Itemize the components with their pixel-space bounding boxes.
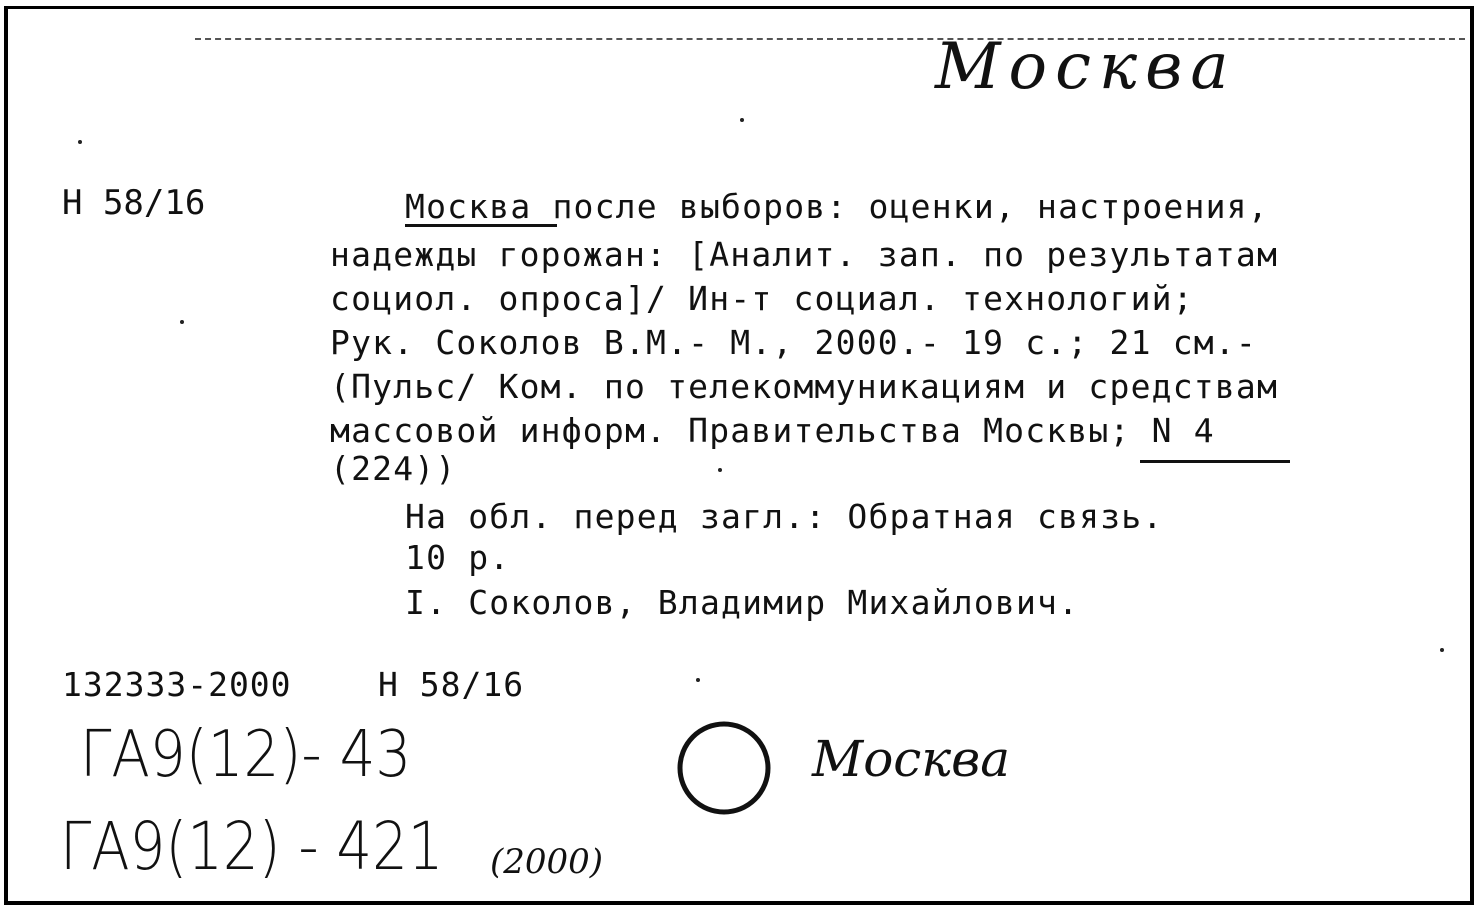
note-line-3: I. Соколов, Владимир Михайлович. [405, 583, 1080, 622]
handwritten-year: (2000) [490, 842, 604, 882]
note-line-1: На обл. перед загл.: Обратная связь. [405, 497, 1164, 536]
note-line-2: 10 р. [405, 538, 511, 577]
entry-line-4: Рук. Соколов В.М.- М., 2000.- 19 с.; 21 см.- [330, 323, 1257, 362]
scan-speck [180, 320, 184, 324]
scan-speck [696, 678, 700, 682]
entry-line-1: Москва после выборов: оценки, настроения, [405, 187, 1269, 226]
handwritten-code-1: ГА9(12)- 43 [80, 718, 412, 792]
entry-line-7: (224)) [330, 449, 457, 488]
circle-mark [680, 724, 768, 812]
circled-note: Москва [812, 730, 1011, 788]
shelf-mark-bottom: Н 58/16 [378, 665, 525, 704]
entry-line-2: надежды горожан: [Аналит. зап. по результатам [330, 235, 1279, 274]
scan-speck [78, 140, 82, 144]
entry-line-5: (Пульс/ Ком. по телекоммуникациям и средствам [330, 367, 1279, 406]
inventory-number: 132333-2000 [62, 665, 292, 704]
shelf-mark: Н 58/16 [62, 183, 206, 223]
handwritten-code-2: ГА9(12) - 421 [60, 808, 444, 885]
scan-speck [740, 118, 744, 122]
scan-speck [1440, 648, 1444, 652]
heading-handwritten: Москва [935, 30, 1237, 104]
entry-line-3: социол. опроса]/ Ин-т социал. технологий; [330, 279, 1194, 318]
scan-speck [718, 468, 722, 472]
entry-line-6: массовой информ. Правительства Москвы; N 4 [330, 411, 1215, 450]
